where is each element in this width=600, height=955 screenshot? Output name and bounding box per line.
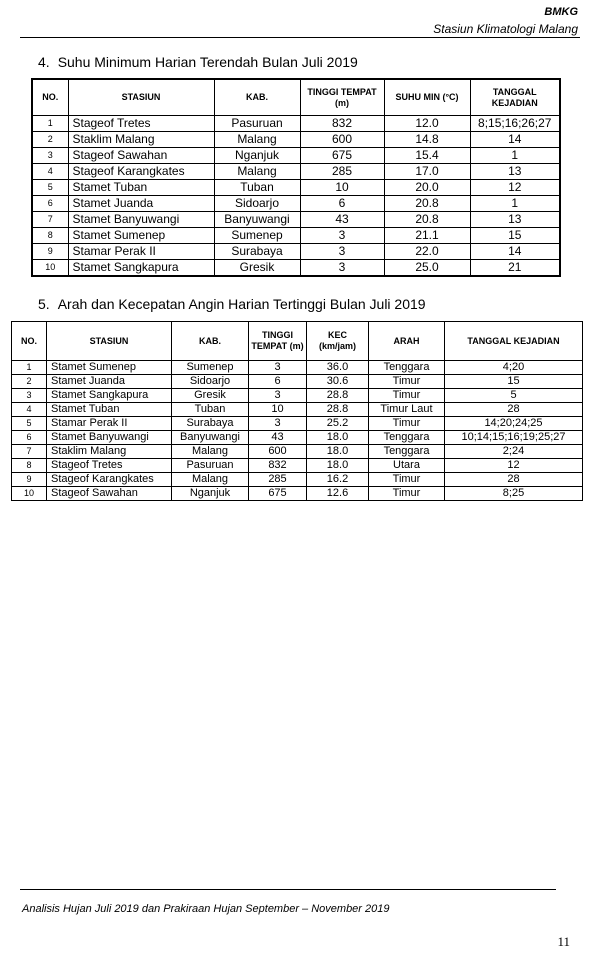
cell-no: 9: [32, 244, 68, 260]
cell-speed: 28.8: [307, 389, 369, 403]
cell-elevation: 10: [300, 180, 384, 196]
cell-no: 1: [12, 361, 47, 375]
cell-date: 14: [470, 132, 560, 148]
cell-elevation: 3: [300, 244, 384, 260]
cell-station: Stamet Sangkapura: [68, 260, 214, 277]
cell-date: 21: [470, 260, 560, 277]
cell-speed: 30.6: [307, 375, 369, 389]
cell-date: 2;24: [445, 445, 583, 459]
table-header-row: [32, 79, 560, 116]
cell-regency: Malang: [172, 445, 249, 459]
cell-min-temp: 25.0: [384, 260, 470, 277]
table-row: [12, 445, 583, 459]
table-row: [32, 164, 560, 180]
cell-direction: Timur: [369, 389, 445, 403]
cell-regency: Pasuruan: [172, 459, 249, 473]
cell-date: 28: [445, 403, 583, 417]
cell-elevation: 43: [249, 431, 307, 445]
cell-direction: Tenggara: [369, 445, 445, 459]
cell-regency: Tuban: [172, 403, 249, 417]
column-header-station: STASIUN: [68, 79, 214, 116]
column-header-direction: ARAH: [369, 322, 445, 361]
cell-no: 10: [32, 260, 68, 277]
cell-date: 4;20: [445, 361, 583, 375]
cell-no: 3: [12, 389, 47, 403]
cell-date: 1: [470, 148, 560, 164]
column-header-station: STASIUN: [47, 322, 172, 361]
cell-regency: Sidoarjo: [172, 375, 249, 389]
cell-station: Stamar Perak II: [68, 244, 214, 260]
cell-elevation: 3: [300, 260, 384, 277]
cell-station: Stamet Sumenep: [47, 361, 172, 375]
cell-date: 8;15;16;26;27: [470, 116, 560, 132]
cell-station: Stageof Karangkates: [47, 473, 172, 487]
cell-min-temp: 15.4: [384, 148, 470, 164]
cell-no: 6: [32, 196, 68, 212]
cell-date: 15: [445, 375, 583, 389]
cell-regency: Malang: [214, 132, 300, 148]
cell-elevation: 6: [249, 375, 307, 389]
cell-elevation: 3: [249, 361, 307, 375]
cell-min-temp: 20.8: [384, 196, 470, 212]
cell-elevation: 675: [249, 487, 307, 501]
cell-direction: Timur Laut: [369, 403, 445, 417]
cell-date: 1: [470, 196, 560, 212]
column-header-elevation-text: TINGGI TEMPAT (m): [307, 86, 377, 108]
cell-regency: Gresik: [172, 389, 249, 403]
cell-no: 6: [12, 431, 47, 445]
table-row: [32, 228, 560, 244]
cell-elevation: 600: [249, 445, 307, 459]
column-header-no: NO.: [32, 79, 68, 116]
cell-regency: Sumenep: [172, 361, 249, 375]
min-temperature-table: [31, 78, 561, 277]
cell-station: Staklim Malang: [68, 132, 214, 148]
cell-elevation: 285: [300, 164, 384, 180]
cell-elevation: 3: [300, 228, 384, 244]
cell-no: 10: [12, 487, 47, 501]
cell-elevation: 3: [249, 417, 307, 431]
cell-no: 9: [12, 473, 47, 487]
cell-direction: Timur: [369, 375, 445, 389]
column-header-elevation: [300, 79, 384, 116]
cell-no: 1: [32, 116, 68, 132]
cell-elevation: 6: [300, 196, 384, 212]
cell-station: Staklim Malang: [47, 445, 172, 459]
cell-regency: Surabaya: [172, 417, 249, 431]
cell-elevation: 675: [300, 148, 384, 164]
footer-divider: [20, 889, 556, 890]
column-header-elevation-text: TINGGI TEMPAT (m): [251, 330, 304, 351]
cell-speed: 25.2: [307, 417, 369, 431]
cell-date: 10;14;15;16;19;25;27: [445, 431, 583, 445]
header-divider: [20, 37, 580, 38]
table-row: [32, 180, 560, 196]
cell-elevation: 600: [300, 132, 384, 148]
cell-speed: 28.8: [307, 403, 369, 417]
cell-min-temp: 22.0: [384, 244, 470, 260]
cell-direction: Timur: [369, 487, 445, 501]
table-row: [12, 487, 583, 501]
column-header-min-temp-text: SUHU MIN (°C): [395, 92, 459, 102]
table-row: [12, 473, 583, 487]
cell-station: Stamet Banyuwangi: [47, 431, 172, 445]
table-row: [12, 375, 583, 389]
header-org: BMKG: [544, 6, 578, 18]
column-header-regency: KAB.: [172, 322, 249, 361]
table-row: [32, 244, 560, 260]
table-row: [32, 212, 560, 228]
cell-date: 13: [470, 164, 560, 180]
cell-date: 12: [445, 459, 583, 473]
cell-speed: 16.2: [307, 473, 369, 487]
cell-speed: 36.0: [307, 361, 369, 375]
section-5-title: [38, 296, 426, 312]
cell-date: 14: [470, 244, 560, 260]
cell-regency: Nganjuk: [214, 148, 300, 164]
cell-regency: Banyuwangi: [172, 431, 249, 445]
column-header-speed: [307, 322, 369, 361]
cell-station: Stamar Perak II: [47, 417, 172, 431]
min-temperature-table-body: [32, 116, 560, 277]
cell-date: 15: [470, 228, 560, 244]
cell-direction: Timur: [369, 473, 445, 487]
cell-elevation: 3: [249, 389, 307, 403]
cell-station: Stageof Sawahan: [68, 148, 214, 164]
cell-elevation: 10: [249, 403, 307, 417]
cell-no: 7: [32, 212, 68, 228]
cell-regency: Surabaya: [214, 244, 300, 260]
table-row: [12, 417, 583, 431]
cell-no: 7: [12, 445, 47, 459]
cell-date: 5: [445, 389, 583, 403]
column-header-date-text: TANGGAL KEJADIAN: [491, 86, 538, 108]
cell-regency: Banyuwangi: [214, 212, 300, 228]
cell-elevation: 43: [300, 212, 384, 228]
cell-direction: Utara: [369, 459, 445, 473]
cell-min-temp: 20.0: [384, 180, 470, 196]
cell-speed: 18.0: [307, 459, 369, 473]
cell-direction: Tenggara: [369, 361, 445, 375]
cell-no: 5: [32, 180, 68, 196]
cell-no: 8: [32, 228, 68, 244]
cell-speed: 18.0: [307, 431, 369, 445]
cell-min-temp: 14.8: [384, 132, 470, 148]
table-row: [32, 132, 560, 148]
cell-no: 8: [12, 459, 47, 473]
cell-regency: Malang: [172, 473, 249, 487]
cell-regency: Sidoarjo: [214, 196, 300, 212]
cell-elevation: 285: [249, 473, 307, 487]
column-header-date: TANGGAL KEJADIAN: [445, 322, 583, 361]
cell-no: 2: [12, 375, 47, 389]
cell-station: Stamet Juanda: [68, 196, 214, 212]
table-row: [12, 361, 583, 375]
table-row: [32, 260, 560, 277]
wind-table: [11, 321, 583, 501]
cell-regency: Gresik: [214, 260, 300, 277]
cell-date: 12: [470, 180, 560, 196]
cell-direction: Timur: [369, 417, 445, 431]
table-row: [32, 196, 560, 212]
cell-no: 4: [32, 164, 68, 180]
cell-regency: Malang: [214, 164, 300, 180]
cell-station: Stageof Tretes: [68, 116, 214, 132]
section-5-number: 5.: [38, 296, 50, 312]
cell-regency: Pasuruan: [214, 116, 300, 132]
cell-no: 2: [32, 132, 68, 148]
column-header-elevation: [249, 322, 307, 361]
cell-station: Stageof Sawahan: [47, 487, 172, 501]
cell-no: 3: [32, 148, 68, 164]
cell-speed: 12.6: [307, 487, 369, 501]
cell-regency: Tuban: [214, 180, 300, 196]
cell-date: 8;25: [445, 487, 583, 501]
header-subtitle: Stasiun Klimatologi Malang: [433, 22, 578, 36]
cell-regency: Sumenep: [214, 228, 300, 244]
cell-station: Stamet Sumenep: [68, 228, 214, 244]
section-5-title-text: Arah dan Kecepatan Angin Harian Tertinggi Bulan Juli 2019: [57, 296, 426, 312]
cell-elevation: 832: [249, 459, 307, 473]
footer-text: Analisis Hujan Juli 2019 dan Prakiraan Hujan September – November 2019: [22, 903, 390, 915]
cell-station: Stamet Banyuwangi: [68, 212, 214, 228]
cell-station: Stageof Tretes: [47, 459, 172, 473]
column-header-regency: KAB.: [214, 79, 300, 116]
page-number: 11: [557, 934, 570, 949]
cell-station: Stageof Karangkates: [68, 164, 214, 180]
section-4-title: [38, 54, 358, 70]
table-header-row: [12, 322, 583, 361]
cell-min-temp: 17.0: [384, 164, 470, 180]
cell-no: 5: [12, 417, 47, 431]
cell-min-temp: 21.1: [384, 228, 470, 244]
section-4-number: 4.: [38, 54, 50, 70]
cell-regency: Nganjuk: [172, 487, 249, 501]
table-row: [12, 389, 583, 403]
cell-station: Stamet Tuban: [68, 180, 214, 196]
table-row: [32, 116, 560, 132]
cell-speed: 18.0: [307, 445, 369, 459]
cell-min-temp: 12.0: [384, 116, 470, 132]
column-header-min-temp: [384, 79, 470, 116]
cell-station: Stamet Sangkapura: [47, 389, 172, 403]
column-header-date: [470, 79, 560, 116]
cell-direction: Tenggara: [369, 431, 445, 445]
table-row: [12, 431, 583, 445]
column-header-no: NO.: [12, 322, 47, 361]
table-row: [32, 148, 560, 164]
column-header-speed-text: KEC (km/jam): [318, 330, 356, 351]
cell-no: 4: [12, 403, 47, 417]
wind-table-body: [12, 361, 583, 501]
cell-min-temp: 20.8: [384, 212, 470, 228]
table-row: [12, 459, 583, 473]
cell-date: 13: [470, 212, 560, 228]
cell-elevation: 832: [300, 116, 384, 132]
cell-date: 28: [445, 473, 583, 487]
table-row: [12, 403, 583, 417]
section-4-title-text: Suhu Minimum Harian Terendah Bulan Juli 2019: [57, 54, 358, 70]
cell-station: Stamet Juanda: [47, 375, 172, 389]
cell-station: Stamet Tuban: [47, 403, 172, 417]
cell-date: 14;20;24;25: [445, 417, 583, 431]
